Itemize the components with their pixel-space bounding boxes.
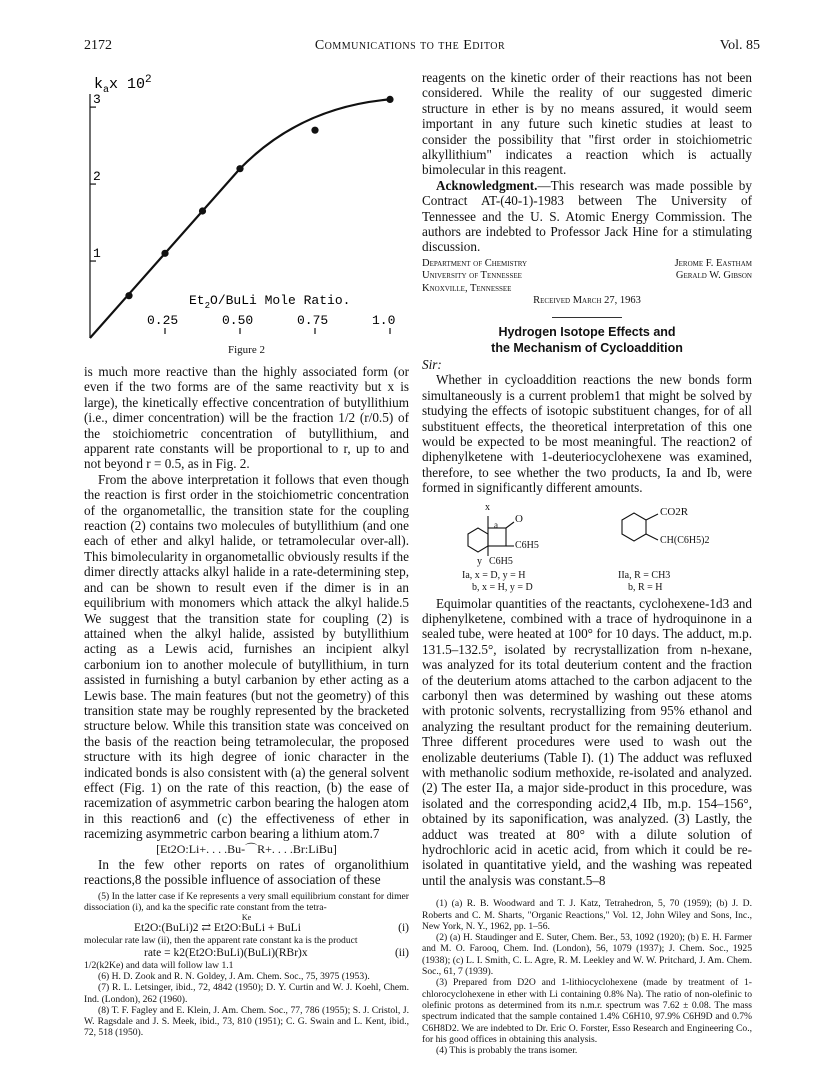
equation-ii-body: rate = k2(Et2O:BuLi)(BuLi)(RBr)x <box>144 946 308 959</box>
left-paragraph-3: In the few other reports on rates of organolithium reactions,8 the possible influence of association of these <box>84 857 409 888</box>
struct-y: y <box>477 555 482 567</box>
article-title <box>422 324 752 356</box>
equation-ii-number: (ii) <box>394 946 409 959</box>
acknowledgment-text: —This research was made possible by Contract AT-(40-1)-1983 between The University of Tennessee and the U. S. Atomic Energy Commission. The authors are indebted to Professor Jack Hine for a stimulating discussion. <box>422 177 752 255</box>
y-tick-label: 1 <box>93 246 101 262</box>
struct-co2r: CO2R <box>660 505 689 518</box>
x-tick-label: 0.75 <box>297 313 329 328</box>
acknowledgment <box>422 178 752 255</box>
right-column <box>422 70 752 1056</box>
y-tick-label: 2 <box>93 169 101 185</box>
section-divider <box>552 317 622 318</box>
article-title-line-2: the Mechanism of Cycloaddition <box>491 340 683 355</box>
author-eastham: Jerome F. Eastham <box>674 257 752 269</box>
footnote-3: (3) Prepared from D2O and 1-lithiocyclohexene (made by treatment of 1-chlorocyclohexene in ether with Li containing 0.8% Na). The ratio of non-olefinic to olefinic protons as determined from its n.m.r. spectrum was 7.62 ± 0.08. The mass spectrum indicated that the sample contained 1.4% C6H10, 97.9% C6H9D and 0.7% C6H8D2. We are indebted to Dr. Eric O. Forster, Esso Research and Engineering Co., for his good offices in obtaining this analysis. <box>422 977 752 1045</box>
left-paragraph-1: is much more reactive than the highly associated form (or even if the two forms are of the same reactivity but x is large), the kinetically effective concentration of butyllithium (i.e., dimer concentration) will be the fraction 1/2 (r/0.5) of the stoichiometric concentration of butyllithium, and apparent rate constants will be proportional to r, up to and not beyond r = 0.5, as in Fig. 2. <box>84 364 409 472</box>
affiliation-block <box>422 258 752 308</box>
equation-i <box>84 922 409 935</box>
data-point <box>125 292 132 299</box>
salutation: Sir: <box>422 356 442 372</box>
footnote-8: (8) T. F. Fagley and E. Klein, J. Am. Chem. Soc., 77, 786 (1955); S. J. Cristol, J. W. Ragsdale and J. S. Meek, ibid., 73, 810 (1951); C. G. Swain and L. Kent, ibid., 72, 518 (1950). <box>84 1004 409 1039</box>
eq-i-constant: Ke <box>241 913 252 923</box>
label-Ib: b, x = H, y = D <box>472 581 533 593</box>
transition-state-structure: [Et2O:Li+. . . .Bu-⌒R+. . . .Br:LiBu] <box>156 841 337 856</box>
labels-I <box>462 570 533 594</box>
footnote-2: (2) (a) H. Staudinger and E. Suter, Chem. Ber., 53, 1092 (1920); (b) E. H. Farmer and M. O. Farooq, Chem. Ind. (London), 56, 1079 (1937); J. Chem. Soc., 1925 (1938); (c) L. I. Smith, C. L. Agre, R. M. Leekley and W. W. Pritchard, J. Am. Chem. Soc., 61, 7 (1939). <box>422 932 752 978</box>
data-point <box>161 250 168 257</box>
labels-II <box>618 570 670 594</box>
affiliation-university: University of Tennessee <box>422 270 522 282</box>
page-number: 2172 <box>84 38 112 53</box>
x-tick-label: 0.25 <box>147 313 179 328</box>
figure-2 <box>84 68 409 358</box>
right-paragraph-1: reagents on the kinetic order of their reactions has not been considered. While the reality of our suggested dimeric structure in ether is by no means assured, it would seem important in any future such kinetic studies at least to consider the possibility that "first order in stoichiometric alkyllithium" indicates a reaction which is actually bimolecular in this reagent. <box>422 70 752 178</box>
data-point <box>386 96 393 103</box>
footnote-5-end: 1/2(k2Ke) and data will follow law 1.1 <box>84 959 234 971</box>
article-title-line-1: Hydrogen Isotope Effects and <box>498 324 676 339</box>
footnote-5: (5) In the latter case if Ke represents a very small equilibrium constant for dimer dissociation (i), and ka the specific rate constant from the tetra- <box>84 890 409 914</box>
data-point <box>311 127 318 134</box>
label-IIb: b, R = H <box>628 581 663 593</box>
figure-caption: Figure 2 <box>228 344 265 356</box>
affiliation-department: Department of Chemistry <box>422 257 528 269</box>
data-point <box>199 207 206 214</box>
struct-c6h5-a: C6H5 <box>515 539 539 551</box>
footnote-6: (6) H. D. Zook and R. N. Goldey, J. Am. Chem. Soc., 75, 3975 (1953). <box>98 971 370 982</box>
y-tick-label: 3 <box>93 92 101 108</box>
running-title: Communications to the Editor <box>314 38 506 53</box>
struct-c6h5-b: C6H5 <box>489 555 513 567</box>
equation-i-number: (i) <box>398 922 409 935</box>
struct-x: x <box>485 501 490 513</box>
struct-ch: CH(C6H5)2 <box>660 534 710 546</box>
equation-ii <box>84 947 409 960</box>
footnote-4: (4) This is probably the trans isomer. <box>436 1045 578 1057</box>
footnote-5-cont: molecular rate law (ii), then the apparent rate constant ka is the product <box>84 935 358 947</box>
label-IIa: IIa, R = CH3 <box>618 569 671 581</box>
equation-i-body: Et2O:(BuLi)2 ⇄ Et2O:BuLi + BuLi <box>134 922 301 935</box>
author-gibson: Gerald W. Gibson <box>675 270 752 282</box>
volume: Vol. 85 <box>719 38 760 53</box>
received-date: Received March 27, 1963 <box>533 295 641 307</box>
footnote-1: (1) (a) R. B. Woodward and T. J. Katz, Tetrahedron, 5, 70 (1959); (b) J. D. Roberts and C. M. Sharts, "Organic Reactions," Vol. 12, John Wiley and Sons, Inc., New York, N. Y., 1962, pp. 1–56. <box>422 898 752 932</box>
left-column <box>84 364 409 1039</box>
structures-figure <box>422 498 752 596</box>
right-paragraph-3: Equimolar quantities of the reactants, cyclohexene-1d3 and diphenylketene, combined with a trace of hydroquinone in a sealed tube, were heated at 100° for 10 days. The adduct, m.p. 131.5–132.5°, isolated by recrystallization from n-hexane, was analyzed for its total deuterium content and the fraction of the deuterium atoms attached to the carbon adjacent to the carbonyl then was determined by washing out these atoms with protonic solvents, recrystallizing from 95% ethanol and analyzing the resultant product for the remaining deuterium. Three different procedures were used to wash out the enolizable deuteriums (Table I). (1) The adduct was refluxed with methanolic sodium methoxide, re-isolated and analyzed. (2) The ester IIa, a major side-product in this procedure, was isolated and the corresponding acid2,4 IIb, m.p. 154–156°, obtained by its saponification, was analyzed. (3) Lastly, the adduct was treated at 80° with a dilute solution of hydrochloric acid in acetic acid, from which it could be re-isolated in quantitative yield, and the washing was repeated until the analysis was constant.5–8 <box>422 595 752 888</box>
right-paragraph-2: Whether in cycloaddition reactions the new bonds form simultaneously is a current problem1 that might be solved by studying the effects of isotopic substituent changes, for of all substituent effects, the theoretical interpretation of this one would be expected to be most meaningful. The reaction2 of diphenylketene with 1-deuteriocyclohexene was examined, therefore, to see whether the two products, Ia and Ib, were formed in significantly different amounts. <box>422 372 752 496</box>
x-tick-label: 1.0 <box>372 313 396 328</box>
structure-I <box>468 516 514 556</box>
affiliation-city: Knoxville, Tennessee <box>422 282 512 294</box>
x-axis-title: $Et_2O$/BuLi Mole Ratio. <box>189 293 351 311</box>
left-paragraph-2: From the above interpretation it follows that even though the reaction is first order in the stoichiometric concentration of the organometallic, the transition state for the coupling reaction (2) contains two molecules of butyllithium (and one each of ether and alkyl halide, or tetramolecular over-all). This bimolecularity in organometallic obviously results if the dimer directly attacks alkyl halide in a rate-determining step, and can be shown to result even if the dimer is in an equilibrium with monomers which attack the alkyl halide.5 We suggest that the transition state for coupling (2) is attained when the alkyl halide, assisted by butyllithium acting as a Lewis acid, furnishes an incipient alkyl carbonium ion to another molecule of butyllithium, in turn assisted in furnishing a butyl carbanion by ether acting as a Lewis base. The main features (but not the geometry) of this transition state may be roughly represented by the bracketed structure below. While this transition state was conceived on the basis of the reaction being tetramolecular, the proposed structure with its high degree of ionic character in the indicated bonds is also consistent with (a) the general solvent effect (Fig. 1) on the rate of this reaction, (b) the ease of racemization of asymmetric carbon bearing the halogen atom in this reaction6 and (c) the effectiveness of ether in racemizing asymmetric carbon bearing a lithium atom.7 <box>84 471 409 842</box>
figure-2-plot <box>84 68 409 358</box>
structure-II <box>622 513 658 541</box>
acknowledgment-heading: Acknowledgment. <box>436 177 538 193</box>
data-point <box>236 165 243 172</box>
label-Ia: Ia, x = D, y = H <box>462 569 526 581</box>
struct-o: O <box>515 512 523 525</box>
footnote-7: (7) R. L. Letsinger, ibid., 72, 4842 (1950); D. Y. Curtin and W. J. Koehl, Chem. Ind. (London), 262 (1960). <box>84 982 409 1005</box>
x-tick-label: 0.50 <box>222 313 254 328</box>
y-axis-label: $k_ax$ $10^2$ <box>94 74 152 96</box>
struct-a: a <box>494 519 498 530</box>
